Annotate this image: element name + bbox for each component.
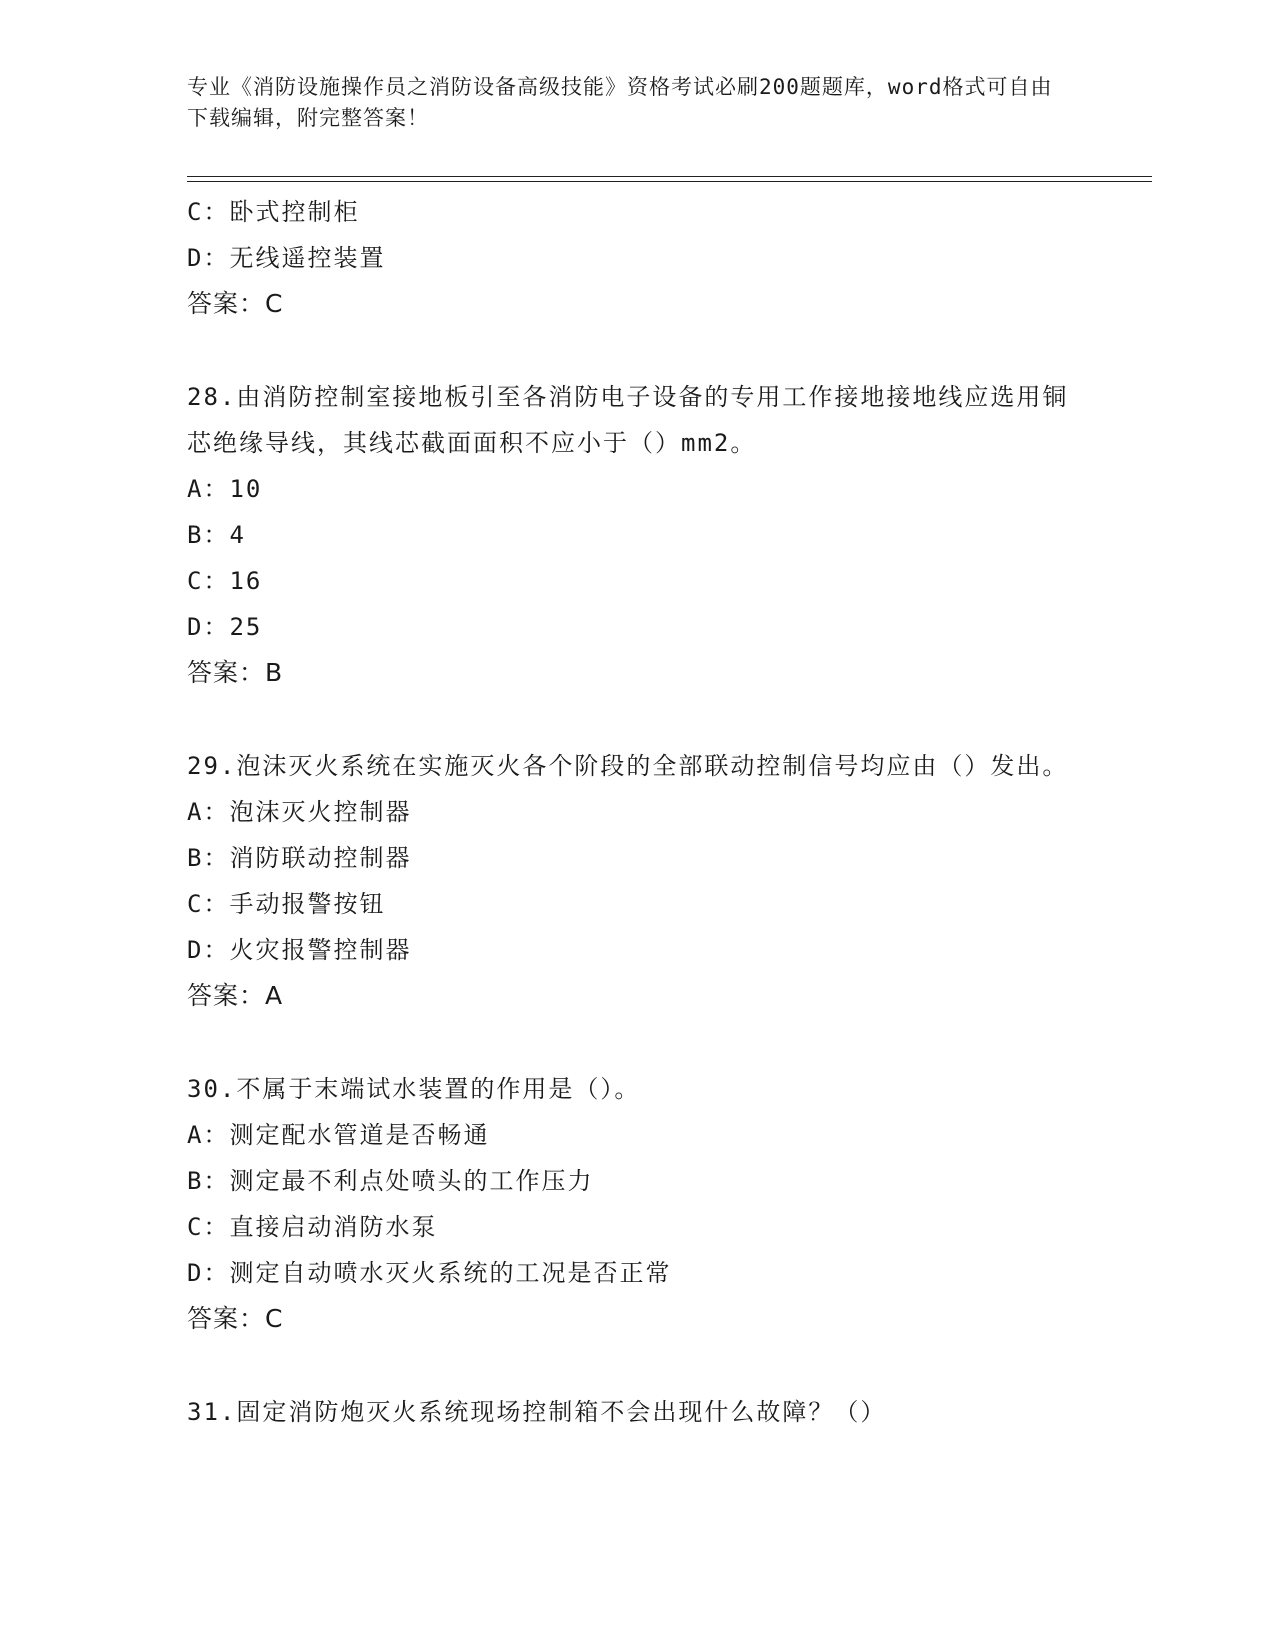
option-b: B：消防联动控制器: [187, 844, 412, 872]
option-a: A：泡沫灭火控制器: [187, 798, 412, 826]
spacer: [187, 1342, 1087, 1389]
page-header: 专业《消防设施操作员之消防设备高级技能》资格考试必刷200题题库，word格式可自由下载编辑，附完整答案！: [187, 75, 1053, 130]
header-divider-bottom: [187, 181, 1152, 182]
option-b: B：4: [187, 521, 246, 549]
question-list: [187, 189, 1087, 1435]
option-d: D：火灾报警控制器: [187, 936, 412, 964]
answer-line: 答案：C: [187, 1304, 284, 1333]
spacer: [187, 1019, 1087, 1066]
answer-line: 答案：B: [187, 658, 284, 687]
option-c: C：16: [187, 567, 263, 595]
option-a: A：测定配水管道是否畅通: [187, 1121, 490, 1149]
option-c: C：手动报警按钮: [187, 890, 386, 918]
question-28: [187, 374, 1087, 696]
question-30: [187, 1066, 1087, 1342]
option-d: D：测定自动喷水灭火系统的工况是否正常: [187, 1259, 672, 1287]
question-31: [187, 1389, 1087, 1435]
question-stem: 29.泡沫灭火系统在实施灭火各个阶段的全部联动控制信号均应由（）发出。: [187, 752, 1069, 780]
option-c: C：卧式控制柜: [187, 198, 360, 226]
answer-line: 答案：C: [187, 289, 284, 318]
question-stem: 30.不属于末端试水装置的作用是（）。: [187, 1075, 641, 1103]
option-a: A：10: [187, 475, 263, 503]
option-d: D：25: [187, 613, 263, 641]
header-divider-top: [187, 176, 1152, 177]
question-stem: 31.固定消防炮灭火系统现场控制箱不会出现什么故障？（）: [187, 1398, 887, 1426]
question-27-continued: [187, 189, 1087, 327]
question-stem: 28.由消防控制室接地板引至各消防电子设备的专用工作接地接地线应选用铜芯绝缘导线，其线芯截面面积不应小于（）mm2。: [187, 383, 1069, 457]
spacer: [187, 327, 1087, 374]
option-d: D：无线遥控装置: [187, 244, 386, 272]
answer-line: 答案：A: [187, 981, 284, 1010]
spacer: [187, 696, 1087, 743]
option-b: B：测定最不利点处喷头的工作压力: [187, 1167, 594, 1195]
option-c: C：直接启动消防水泵: [187, 1213, 438, 1241]
question-29: [187, 743, 1087, 1019]
